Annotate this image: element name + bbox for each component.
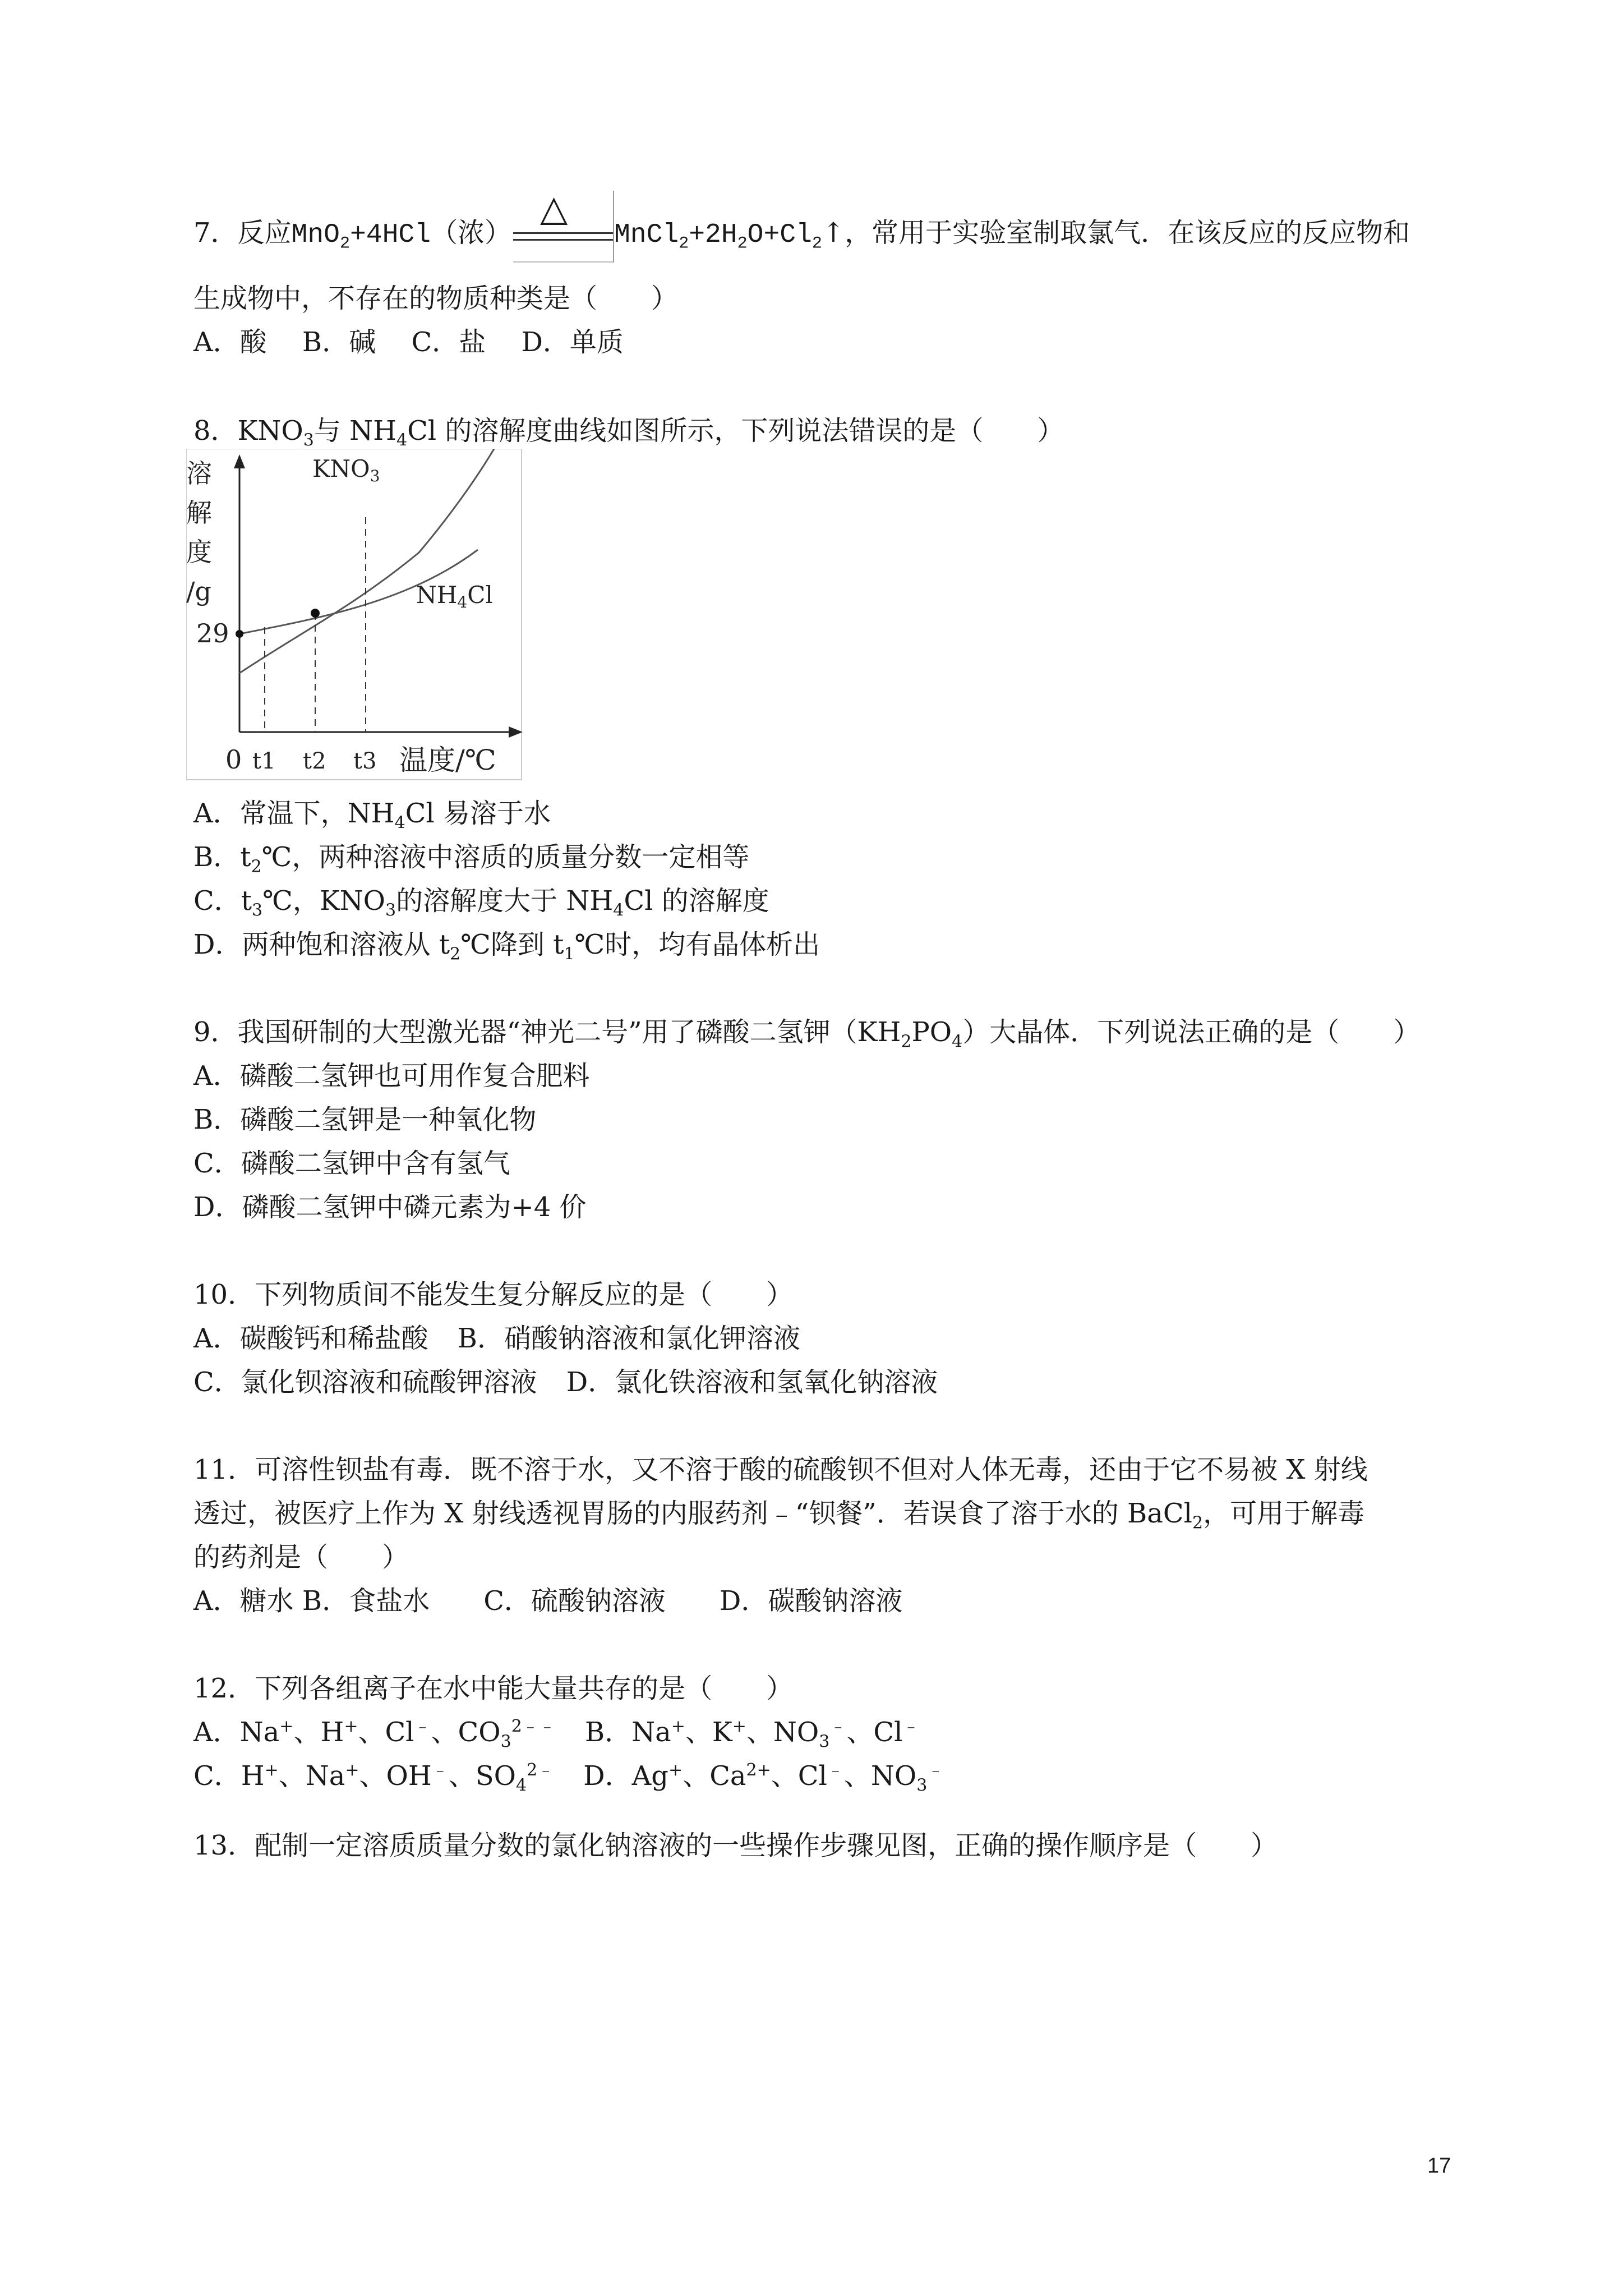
q11-line2: 透过，被医疗上作为 X 射线透视胃肠的内服药剂﹣“钡餐”．若误食了溶于水的 BaCl$_2$，可用于解毒 bbox=[193, 1498, 1365, 1533]
q12-options-row1 bbox=[193, 1714, 919, 1750]
y-axis-arrow bbox=[234, 454, 245, 468]
ylabel-char-1: 溶 bbox=[186, 458, 212, 489]
q7-line1: 7．反应MnO$_2$+4HCl（浓） bbox=[193, 217, 512, 254]
x-axis-label: 温度/℃ bbox=[399, 744, 496, 776]
solubility-chart bbox=[186, 449, 528, 785]
q8-option-b: B．$t_2℃$，两种溶液中溶质的质量分数一定相等 bbox=[193, 841, 750, 877]
q8-option-d: D．两种饱和溶液从 $t_2℃$降到 $t_1℃$时，均有晶体析出 bbox=[193, 929, 820, 964]
x-tick-t3: t3 bbox=[353, 748, 377, 774]
x-tick-0: 0 bbox=[225, 744, 242, 775]
q7-line2: 生成物中，不存在的物质种类是（ ） bbox=[193, 283, 679, 314]
q8-option-c: C．$t_3℃$，$KNO_3$的溶解度大于 $NH_4Cl$ 的溶解度 bbox=[193, 885, 769, 921]
nh4cl-start-point bbox=[236, 630, 243, 638]
q11-line1: 11．可溶性钡盐有毒．既不溶于水，又不溶于酸的硫酸钡不但对人体无毒，还由于它不易被 X 射线 bbox=[193, 1454, 1368, 1485]
q7-products: $MnCl_2+2H_2O+Cl_2↑$，常用于实验室制取氯气．在该反应的反应物和 bbox=[614, 217, 1410, 254]
q9-option-d: D．磷酸二氢钾中磷元素为+4 价 bbox=[193, 1191, 587, 1223]
q9-option-a: A．磷酸二氢钾也可用作复合肥料 bbox=[193, 1060, 590, 1092]
q12-option-d: D．Ag+、$Ca^{2+}$、Cl﹣、$NO_3^﹣$ bbox=[583, 1760, 944, 1796]
ylabel-char-4: /g bbox=[186, 576, 211, 606]
q10-options-row1: A．碳酸钙和稀盐酸 B．硝酸钠溶液和氯化钾溶液 bbox=[193, 1323, 800, 1354]
q9-stem: 9．我国研制的大型激光器“神光二号”用了磷酸二氢钾$(KH_2PO_4)$大晶体．下列说法正确的是（ ） bbox=[193, 1016, 1421, 1052]
x-tick-t2: t2 bbox=[303, 748, 326, 774]
q13-stem: 13．配制一定溶质质量分数的氯化钠溶液的一些操作步骤见图，正确的操作顺序是（ ） bbox=[193, 1830, 1278, 1861]
q10-stem: 10．下列物质间不能发生复分解反应的是（ ） bbox=[193, 1279, 794, 1310]
q10-options-row2: C．氯化钡溶液和硫酸钾溶液 D．氯化铁溶液和氢氧化钠溶液 bbox=[193, 1366, 938, 1398]
q12-option-a: A．Na+、H+、Cl﹣、$CO_3^{2﹣﹣}$ bbox=[193, 1717, 556, 1752]
x-tick-t1: t1 bbox=[252, 748, 276, 774]
chart-frame bbox=[186, 449, 522, 780]
kno3-label: KNO3 bbox=[312, 455, 380, 485]
q12-option-c: C．H+、Na+、OH﹣、$SO_4^{2﹣}$ bbox=[193, 1760, 555, 1796]
q12-option-b: B．Na+、K+、$NO_3^﹣$、Cl﹣ bbox=[584, 1717, 920, 1752]
q7-reactant: MnO$_2$+4HCl（浓） bbox=[291, 220, 512, 254]
q12-stem: 12．下列各组离子在水中能大量共存的是（ ） bbox=[193, 1673, 794, 1704]
page-number: 17 bbox=[1427, 2154, 1451, 2178]
q8-option-a: A．常温下，$NH_4Cl$ 易溶于水 bbox=[193, 798, 551, 833]
ylabel-char-2: 解 bbox=[186, 498, 212, 528]
q12-options-row2 bbox=[193, 1758, 944, 1794]
intersection-point bbox=[311, 609, 320, 618]
q8-stem: 8．$KNO_3$与 $NH_4Cl$ 的溶解度曲线如图所示，下列说法错误的是（ ） bbox=[193, 415, 1064, 450]
ylabel-char-3: 度 bbox=[186, 537, 212, 567]
heat-triangle-icon: △ bbox=[540, 188, 568, 229]
q11-line3: 的药剂是（ ） bbox=[193, 1542, 409, 1573]
y-tick-29: 29 bbox=[196, 618, 229, 648]
reaction-condition-arrow bbox=[508, 188, 614, 263]
kno3-curve bbox=[239, 449, 497, 673]
q7-options: A．酸 B．碱 C．盐 D．单质 bbox=[193, 326, 624, 358]
q9-option-b: B．磷酸二氢钾是一种氧化物 bbox=[193, 1104, 537, 1135]
nh4cl-label: NH4Cl bbox=[416, 581, 493, 611]
x-axis-arrow bbox=[509, 726, 523, 738]
q9-option-c: C．磷酸二氢钾中含有氢气 bbox=[193, 1148, 510, 1179]
q11-options: A．糖水 B．食盐水 C．硫酸钠溶液 D．碳酸钠溶液 bbox=[193, 1585, 903, 1617]
